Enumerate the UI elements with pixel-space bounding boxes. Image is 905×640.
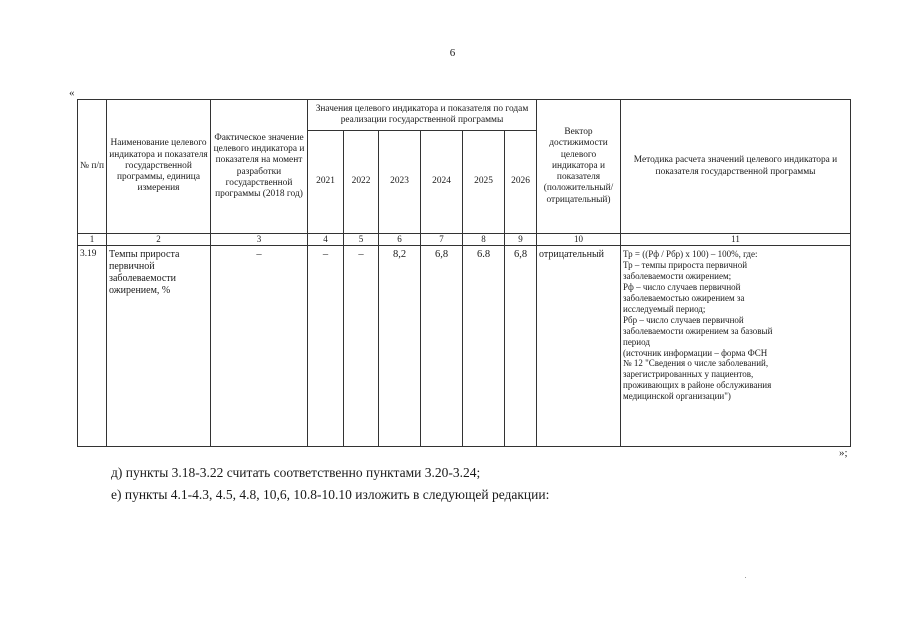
header-year: 2023 [379,131,421,234]
method-line: заболеваемости ожирением за базовый [623,325,773,336]
column-number-row [78,234,851,246]
method-line: Рф – число случаев первичной [623,281,741,292]
header-actual-value: Фактическое значение целевого индикатора и показателя на момент разработки государственной программы (2018 год) [211,100,308,234]
method-line: Тр – темпы прироста первичной [623,259,748,270]
header-year: 2025 [463,131,505,234]
header-year: 2022 [344,131,379,234]
header-year: 2024 [421,131,463,234]
header-number: № п/п [78,100,107,234]
paragraph-e: е) пункты 4.1-4.3, 4.5, 4.8, 10,6, 10.8-10.10 изложить в следующей редакции: [111,487,550,502]
header-years-group: Значения целевого индикатора и показателя по годам реализации государственной программы [308,100,537,131]
method-line: проживающих в районе обслуживания [623,380,772,391]
method-line: (источник информации – форма ФСН [623,347,768,358]
year-value: 6,8 [505,245,537,446]
header-year: 2026 [505,131,537,234]
column-number: 5 [344,234,379,246]
method-line: заболеваемостью ожирением за [623,292,745,303]
opening-quote-mark: « [69,87,75,99]
column-number: 8 [463,234,505,246]
paragraph-d: д) пункты 3.18-3.22 считать соответственно пунктами 3.20-3.24; [111,465,481,480]
year-value: 6,8 [421,245,463,446]
year-value: 8,2 [379,245,421,446]
column-number: 1 [78,234,107,246]
column-number: 4 [308,234,344,246]
indicator-table [77,99,851,447]
header-vector: Вектор достижимости целевого индикатора и показателя (положительный/ отрицательный) [537,100,621,234]
method-line: Тр = ((Рф / Рбр) х 100) – 100%, где: [623,248,758,259]
method-line: заболеваемости ожирением; [623,270,732,281]
method-line: зарегистрированных у пациентов, [623,369,754,380]
method-line: исследуемый период; [623,303,706,314]
method-line: медицинской организации") [623,391,731,402]
column-number: 7 [421,234,463,246]
actual-value: – [211,245,308,446]
vector-value: отрицательный [537,245,621,446]
header-method: Методика расчета значений целевого индикатора и показателя государственной программы [621,100,851,234]
scan-speck [745,577,746,578]
column-number: 2 [107,234,211,246]
method-line: период [623,336,650,347]
column-number: 11 [621,234,851,246]
method-line: Рбр – число случаев первичной [623,314,744,325]
header-year: 2021 [308,131,344,234]
year-value: – [344,245,379,446]
closing-quote-mark: »; [839,447,848,459]
header-indicator-name: Наименование целевого индикатора и показателя государственной программы, единица измерения [107,100,211,234]
column-number: 10 [537,234,621,246]
calculation-method [621,245,851,446]
indicator-name: Темпы прироста первичной заболеваемости ожирением, % [107,245,211,446]
column-number: 6 [379,234,421,246]
row-number: 3.19 [78,245,107,446]
page-number: 6 [449,47,456,59]
year-value: – [308,245,344,446]
column-number: 9 [505,234,537,246]
column-number: 3 [211,234,308,246]
table-row [78,245,851,446]
method-line: № 12 "Сведения о числе заболеваний, [623,358,769,369]
year-value: 6.8 [463,245,505,446]
